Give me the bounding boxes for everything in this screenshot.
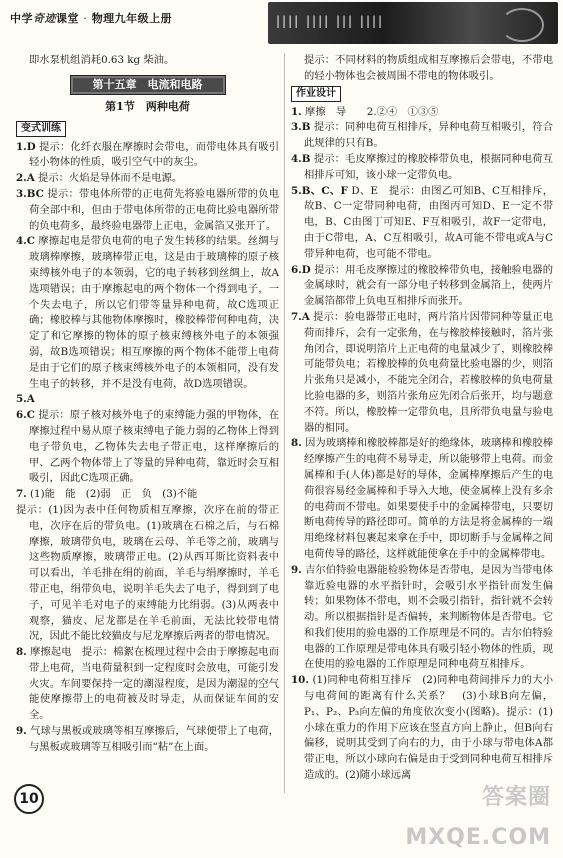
answer-text: 提示：(1)因为表中任何物质相互摩擦，次序在前的带正电，次序在后的带负电。(1)玻璃在石棉之后，与石棉摩擦，玻璃带负电，玻璃在云母、羊毛等之前，玻璃与这些物质摩擦，玻璃带正电。(2)从西耳斯比资料表中可以看出，羊毛排在绢的前面，羊毛与绢摩擦时，羊毛带正电，绢带负电，说明羊毛失去了电子，得到到了电子，可见羊毛对电子的束缚能力比绢弱。(3)从两表中观察，猫皮、尼龙都是在羊毛前面，无法比较带电情况，因此不能比较猫皮与尼龙摩擦后两者的带电情况。 bbox=[16, 503, 279, 643]
column-divider bbox=[284, 53, 285, 793]
answer-text: 气球与黑板或玻璃等相互摩擦后，气球便带上了电荷，与黑板或玻璃等互相吸引而“粘”在上面。 bbox=[29, 725, 280, 753]
answer-number: 3.B bbox=[291, 121, 311, 134]
answer-number: 9. bbox=[291, 563, 302, 576]
swirl-icon bbox=[500, 8, 544, 42]
answer-text: 摩擦起电是带负电荷的电子发生转移的结果。丝绸与玻璃棒摩擦，玻璃棒带正电，这是由于玻璃棒的原子核束缚核外电子的本领弱，它的电子转移到丝绸上，故A选项错误；由于摩擦起电的两个物体一个得到电子，一个失去电子，所以它们带等量异种电荷，故C选项正确；橡胶棒与其他物体摩擦时，橡胶棒带何种电荷，决定了和它摩擦的物体的原子核束缚核外电子的本领强弱，故B选项错误；相互摩擦的两个物体不能带上电荷是由于它们的原子核束缚核外电子的本领相同，没有发生电子的转移，并不是没有电荷，故D选项错误。 bbox=[29, 235, 279, 390]
answer-text: 提示：用毛皮摩擦过的橡胶棒带负电，接触验电器的金属球时，就会有一部分电子转移到金属箔上，使两片金属箔都带上负电互相排斥而张开。 bbox=[304, 263, 553, 308]
series-title: 中学奇迹课堂 · 物理九年级上册 bbox=[10, 12, 173, 25]
watermark: 答案圈 MXQE.COM bbox=[405, 785, 551, 850]
page-number: 10 bbox=[14, 784, 44, 814]
answer-number: 1.D bbox=[16, 140, 36, 153]
answer-text: 提示：原子核对核外电子的束缚能力强的甲物体，在摩擦过程中易从原子核束缚电子能力弱的乙物体上得到电子带负电，乙物体失去电子带正电，这样摩擦后的甲、乙两个物体带上了等量的异种电荷，靠近时会互相吸引，因此C选项正确。 bbox=[29, 409, 279, 485]
answer-item bbox=[291, 310, 553, 436]
answer-number: 5.A bbox=[16, 393, 35, 406]
right-column bbox=[291, 53, 553, 784]
answer-list-left bbox=[16, 140, 279, 756]
answer-list-right bbox=[291, 105, 553, 784]
continued-text: 提示：不同材料的物质组成相互摩擦后会带电，不带电的轻小物体也会被周围不带电的物体吸引。 bbox=[304, 54, 553, 82]
header-banner: |||| |||| ||| |||| bbox=[268, 2, 558, 44]
answer-item bbox=[291, 120, 553, 152]
answer-item bbox=[16, 487, 279, 503]
answer-number: 4.C bbox=[16, 235, 35, 248]
answer-item bbox=[16, 724, 279, 756]
answer-text: 摩擦 导 2.②④ ①③⑤ bbox=[305, 105, 439, 118]
answer-text: D、E 提示：由图乙可知B、C互相排斥，故B、C一定带同种电荷，由图丙可知D、E一定不带电，B、C由图丁可知E、F互相吸引，故F一定带电，由于C带电，A、C互相吸引，故A可能不带电或A与C带异种电荷，也可能不带电。 bbox=[304, 184, 553, 260]
answer-number: 3.BC bbox=[16, 187, 44, 200]
exercise-tag: 变式训练 bbox=[16, 121, 66, 137]
answer-number: 2.A bbox=[16, 172, 35, 185]
intro-text: 即水泵机组消耗0.63 kg 柴油。 bbox=[29, 54, 175, 66]
answer-item bbox=[16, 645, 279, 724]
answer-number: 6.C bbox=[16, 409, 35, 422]
answer-item bbox=[291, 105, 553, 121]
answer-text: 提示：火焰是导体而不是电源。 bbox=[38, 172, 183, 185]
answer-text: (1)能 能 (2)弱 正 负 (3)不能 bbox=[30, 488, 198, 501]
answer-item bbox=[16, 187, 279, 234]
answer-number: 10. bbox=[291, 674, 309, 687]
answer-item bbox=[291, 263, 553, 310]
answer-item bbox=[16, 392, 279, 408]
answer-number: 4.B bbox=[291, 152, 311, 165]
answer-number: 9. bbox=[16, 725, 27, 738]
answer-number: 8. bbox=[16, 646, 27, 659]
answer-item bbox=[291, 436, 553, 562]
section-title: 第1节 两种电荷 bbox=[105, 99, 190, 113]
answer-number: 1. bbox=[291, 105, 302, 118]
answer-text: 因为玻璃棒和橡胶棒都是好的绝缘体，玻璃棒和橡胶棒经摩擦产生的电荷不易导走，所以能够带上电荷。而金属棒和手(人体)都是好的导体，金属棒摩擦后产生的电荷很容易经金属棒和手导入大地，使金属棒上没有多余的电荷而不带电。如果要使手中的金属棒带电，只要切断电荷传导的路径即可。简单的方法是将金属棒的一端用绝缘材料包裹起来拿在手中，即切断手与金属棒之间电荷传导的路径，这样就能使拿在手中的金属棒带电。 bbox=[304, 437, 553, 560]
answer-text: 摩擦起电 提示：棉絮在梳理过程中会由于摩擦起电而带上电荷，当电荷量积到一定程度时会放电，可能引发火灾。车间要保持一定的潮湿程度，是因为潮湿的空气能使摩擦带上的电荷被及时导走，从而保证车间的安全。 bbox=[29, 646, 280, 722]
book-subtitle: 物理九年级上册 bbox=[91, 12, 173, 25]
answer-item bbox=[16, 503, 279, 645]
answer-item bbox=[291, 152, 553, 184]
answer-number: 5.B、C、F bbox=[291, 184, 348, 197]
homework-tag: 作业设计 bbox=[291, 86, 341, 102]
answer-text: 提示：同种电荷互相排斥，异种电荷互相吸引，符合此规律的只有B。 bbox=[304, 121, 554, 150]
answer-text: 提示：化纤衣服在摩擦时会带电，而带电体具有吸引轻小物体的性质，吸引空气中的灰尘。 bbox=[29, 140, 280, 169]
answer-item bbox=[291, 184, 553, 263]
answer-item bbox=[16, 234, 279, 392]
answer-item bbox=[16, 408, 279, 487]
answer-text: 提示：毛皮摩擦过的橡胶棒带负电，根据同种电荷互相排斥可知，该小球一定带负电。 bbox=[304, 152, 554, 181]
page-header bbox=[0, 0, 563, 50]
answer-item bbox=[16, 140, 279, 172]
answer-item bbox=[16, 171, 279, 187]
chapter-title: 第十五章 电流和电路 bbox=[70, 75, 226, 95]
answer-text: 提示：带电体所带的正电荷先将验电器所带的负电荷全部中和，但由于带电体所带的正电荷比验电器所带的负电荷多，最终验电器带上正电，金属箔又张开了。 bbox=[29, 187, 280, 232]
answer-item bbox=[291, 673, 553, 784]
answer-number: 7. bbox=[16, 488, 27, 501]
left-column bbox=[16, 53, 279, 756]
answer-item bbox=[291, 563, 553, 674]
answer-text: (1)同种电荷相互排斥 (2)同种电荷间排斥力的大小与电荷间的距离有什么关系？ (3)小球B向左偏，P₁、P₂、P₃向左偏的角度依次变小(图略)。提示：(1)小球在重力的作用下应该在竖直方向上静止，但B向右偏移，说明其受到了向右的力，由于小球与带电体A都带正电，所以小球向右偏是由于受到同种电荷互相排斥造成的。(2)随小球远离 bbox=[304, 674, 554, 782]
answer-number: 7.A bbox=[291, 310, 310, 323]
brand-logo: 奇迹 bbox=[33, 12, 56, 25]
answer-number: 6.D bbox=[291, 263, 311, 276]
answer-number: 8. bbox=[291, 437, 302, 450]
answer-text: 提示：验电器带正电时，两片箔片因带同种等量正电荷而排斥，会有一定张角，在与橡胶棒接触时，箔片张角闭合，即说明箔片上正电荷的电量减少了，则橡胶棒可能带负电；若橡胶棒的负电荷量比验电器的少，则箔片张角只是减小，不能完全闭合，若橡胶棒的负电荷量比验电器的多，则箔片张角应先闭合后张开，均与题意不符。所以，橡胶棒一定带负电，且所带负电量与验电器的相同。 bbox=[304, 310, 554, 434]
answer-text: 吉尔伯特验电器能检验物体是否带电，是因为当带电体靠近验电器的水平指针时，会吸引水平指针而发生偏转；如果物体不带电，则不会吸引指针，指针就不会转动。所以根据指针是否偏转，来判断物体是否带电。它和我们使用的验电器的工作原理是不同的。吉尔伯特验电器的工作原理是带电体具有吸引轻小物体的性质，现在使用的验电器的工作原理是同种电荷互相排斥。 bbox=[304, 563, 553, 671]
